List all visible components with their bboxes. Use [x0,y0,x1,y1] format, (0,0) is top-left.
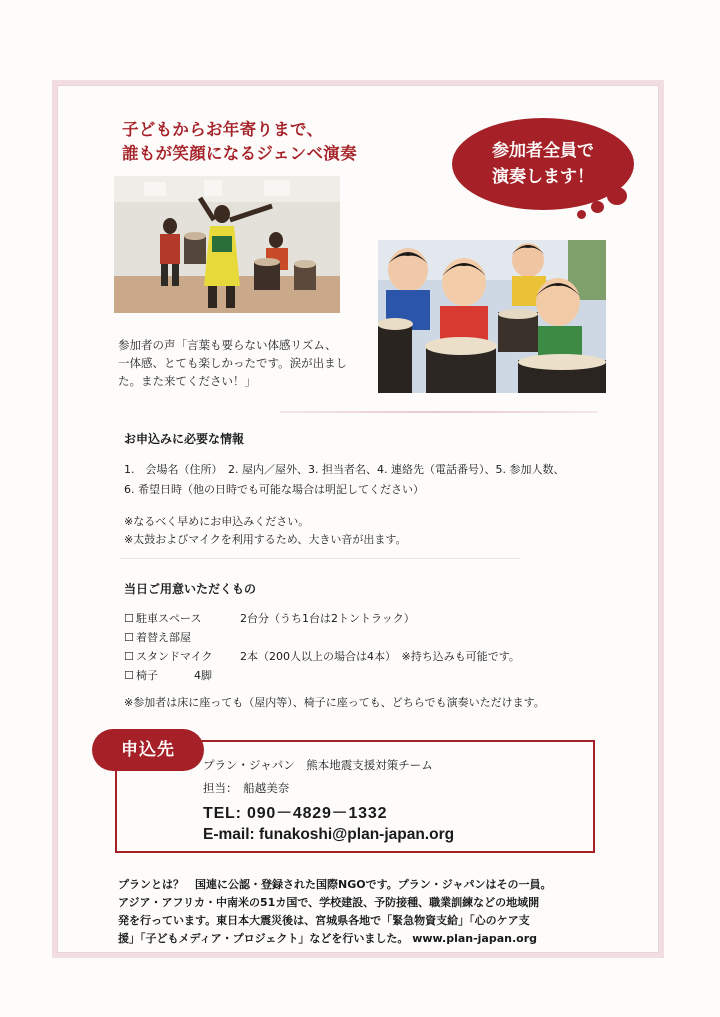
note-loud-sound: ※太鼓およびマイクを利用するため、大きい音が出ます。 [124,533,407,546]
headline-line-1: 子どもからお年寄りまで、 [122,120,324,139]
item-value: 2本（200人以上の場合は4本） ※持ち込みも可能です。 [240,650,520,663]
list-item [124,628,644,647]
section-divider [280,411,598,413]
prep-checklist [124,609,644,685]
info-notes [124,513,624,549]
list-item [124,609,644,628]
seating-note: ※参加者は床に座っても（屋内等）、椅子に座っても、どちらでも演奏いただけます。 [124,696,545,709]
performers-photo [114,176,340,313]
voice-line-3: た。また来てください！」 [118,374,256,388]
item-value: 2台分（うち1台は2トントラック） [240,612,415,625]
item-name: 着替え部屋 [136,631,191,644]
voice-line-2: 一体感、とても楽しかったです。涙が出まし [118,356,348,370]
headline [122,118,442,166]
bubble-line-2: 演奏します！ [492,167,594,187]
item-name: 椅子 [136,669,158,682]
checkbox-icon: ☐ [124,669,134,682]
headline-line-2: 誰もが笑顔になるジェンベ演奏 [122,144,357,163]
list-item [124,666,644,685]
checkbox-icon: ☐ [124,612,134,625]
checkbox-icon: ☐ [124,631,134,644]
footer-line-1: プランとは？ 国連に公認・登録された国際NGOです。プラン・ジャパンはその一員。 [118,878,552,891]
contact-email[interactable]: E-mail: funakoshi@plan-japan.org [203,826,455,843]
checkbox-icon: ☐ [124,650,134,663]
contact-person: 担当： 船越美奈 [203,781,290,795]
footer-line-2: アジア・アフリカ・中南米の51カ国で、学校建設、予防接種、職業訓練などの地域開 [118,896,540,909]
footer-line-4: 援」「子どもメディア・プロジェクト」などを行いました。 www.plan-japan.org [118,932,538,945]
info-line-1: 1. 会場名（住所） 2. 屋内／屋外、3. 担当者名、4. 連絡先（電話番号）、5. 参加人数、 [124,463,565,476]
bubble-tail-dot [591,201,604,213]
info-section-title: お申込みに必要な情報 [124,432,245,446]
note-early-apply: ※なるべく早めにお申込みください。 [124,515,310,528]
children-drumming-photo [378,240,606,393]
participant-voice [118,336,368,390]
section-divider [120,558,520,559]
voice-line-1: 参加者の声「言葉も要らない体感リズム、 [118,338,337,352]
info-requirements [124,460,644,500]
bubble-line-1: 参加者全員で [492,141,594,161]
about-plan-footer [118,876,598,948]
item-name: スタンドマイク [136,650,213,663]
item-name: 駐車スペース [136,612,202,625]
footer-line-3: 発を行っています。東日本大震災後は、宮城県各地で「緊急物資支給」「心のケア支 [118,914,530,927]
bubble-tail-dot [607,187,627,205]
prep-section-title: 当日ご用意いただくもの [124,582,257,596]
application-badge: 申込先 [92,729,204,771]
info-line-2: 6. 希望日時（他の日時でも可能な場合は明記してください） [124,483,424,496]
bubble-tail-dot [577,210,586,219]
item-value: 4脚 [194,669,212,682]
contact-phone[interactable]: TEL: 090－4829－1332 [203,805,388,822]
list-item [124,647,644,666]
contact-organization: プラン・ジャパン 熊本地震支援対策チーム [203,758,433,772]
